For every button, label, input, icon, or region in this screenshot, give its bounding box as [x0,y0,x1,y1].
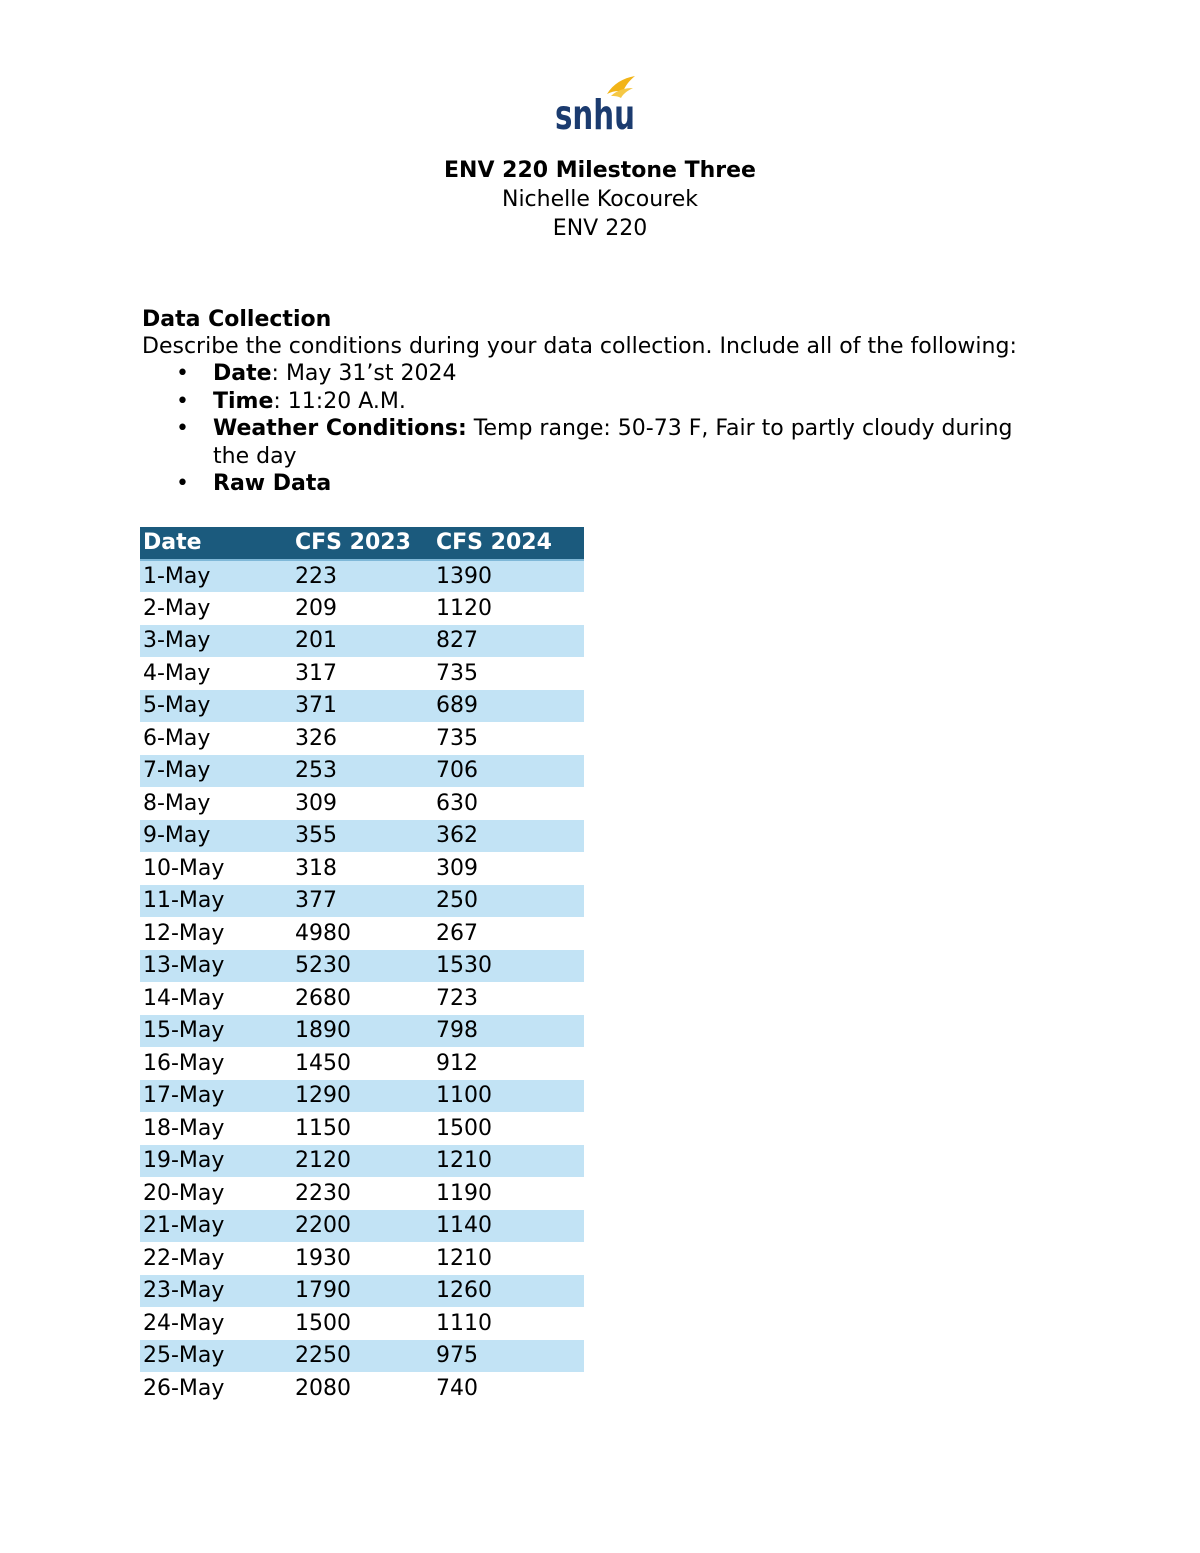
condition-label: Time [213,388,274,414]
table-cell: 362 [433,820,584,853]
table-cell: 201 [292,625,433,658]
condition-item [142,388,1042,416]
table-cell: 355 [292,820,433,853]
conditions-list [142,360,1042,498]
table-body [140,560,584,1405]
table-row [140,1275,584,1308]
table-row [140,1210,584,1243]
table-cell: 371 [292,690,433,723]
table-cell: 22-May [140,1242,292,1275]
table-row [140,1372,584,1405]
table-cell: 253 [292,755,433,788]
table-cell: 20-May [140,1177,292,1210]
table-cell: 1100 [433,1080,584,1113]
logo-wordmark: snhu [555,91,635,139]
table-cell: 1110 [433,1307,584,1340]
table-cell: 18-May [140,1112,292,1145]
table-cell: 13-May [140,950,292,983]
table-cell: 1-May [140,560,292,593]
condition-item [142,415,1042,470]
table-row [140,982,584,1015]
column-header: CFS 2024 [433,527,584,560]
table-cell: 317 [292,657,433,690]
table-row [140,787,584,820]
snhu-logo [553,72,643,139]
table-cell: 2680 [292,982,433,1015]
table-cell: 1260 [433,1275,584,1308]
table-cell: 19-May [140,1145,292,1178]
table-row [140,917,584,950]
table-cell: 7-May [140,755,292,788]
table-row [140,820,584,853]
table-row [140,625,584,658]
table-cell: 706 [433,755,584,788]
table-cell: 24-May [140,1307,292,1340]
table-cell: 723 [433,982,584,1015]
table-row [140,1112,584,1145]
course-name: ENV 220 [552,216,648,241]
table-cell: 2250 [292,1340,433,1373]
table-row [140,885,584,918]
section-heading: Data Collection [142,307,332,332]
table-cell: 11-May [140,885,292,918]
table-cell: 318 [292,852,433,885]
table-cell: 23-May [140,1275,292,1308]
table-cell: 827 [433,625,584,658]
table-cell: 309 [433,852,584,885]
table-cell: 1390 [433,560,584,593]
table-row [140,1340,584,1373]
bullet-icon: • [176,388,189,414]
table-row [140,852,584,885]
table-cell: 735 [433,657,584,690]
table-cell: 309 [292,787,433,820]
condition-item [142,470,1042,498]
table-cell: 1190 [433,1177,584,1210]
condition-label: Weather Conditions: [213,416,467,441]
table-row [140,1307,584,1340]
table-cell: 4980 [292,917,433,950]
table-row [140,722,584,755]
table-row [140,592,584,625]
table-cell: 9-May [140,820,292,853]
table-cell: 1210 [433,1145,584,1178]
condition-value: : 11:20 A.M. [273,388,406,414]
table-row [140,755,584,788]
table-cell: 326 [292,722,433,755]
table-cell: 17-May [140,1080,292,1113]
table-row [140,560,584,593]
table-cell: 21-May [140,1210,292,1243]
table-cell: 1150 [292,1112,433,1145]
bullet-icon: • [176,471,189,496]
author-name: Nichelle Kocourek [501,187,699,212]
table-cell: 1290 [292,1080,433,1113]
table-cell: 12-May [140,917,292,950]
table-cell: 1500 [292,1307,433,1340]
table-row [140,1145,584,1178]
table-cell: 689 [433,690,584,723]
snhu-logo-graphic [553,72,643,139]
table-cell: 2080 [292,1372,433,1405]
table-cell: 377 [292,885,433,918]
table-cell: 223 [292,560,433,593]
table-header-row [140,527,584,560]
table-cell: 250 [433,885,584,918]
table-cell: 14-May [140,982,292,1015]
condition-value: Temp range: 50-73 F, Fair to partly cloudy during the day [213,416,1013,469]
table-row [140,1015,584,1048]
table-row [140,1177,584,1210]
table-cell: 1500 [433,1112,584,1145]
condition-value: : May 31’st 2024 [271,361,457,386]
table-row [140,1242,584,1275]
table-cell: 912 [433,1047,584,1080]
table-cell: 2-May [140,592,292,625]
table-row [140,690,584,723]
table-row [140,657,584,690]
table-cell: 3-May [140,625,292,658]
table-cell: 5-May [140,690,292,723]
table-cell: 5230 [292,950,433,983]
table-cell: 2230 [292,1177,433,1210]
bullet-icon: • [176,416,189,441]
table-cell: 975 [433,1340,584,1373]
bullet-icon: • [176,361,189,386]
condition-label: Raw Data [213,471,332,496]
column-header: Date [140,527,292,560]
table-cell: 1210 [433,1242,584,1275]
table-cell: 8-May [140,787,292,820]
table-cell: 267 [433,917,584,950]
table-cell: 1530 [433,950,584,983]
table-cell: 2120 [292,1145,433,1178]
column-header: CFS 2023 [292,527,433,560]
table-cell: 1140 [433,1210,584,1243]
table-row [140,1080,584,1113]
document-title: ENV 220 Milestone Three [444,158,756,183]
condition-item [142,360,1042,388]
table-cell: 798 [433,1015,584,1048]
condition-label: Date [213,361,272,386]
table-row [140,1047,584,1080]
table-cell: 25-May [140,1340,292,1373]
table-cell: 1790 [292,1275,433,1308]
table-cell: 1120 [433,592,584,625]
section-intro: Describe the conditions during your data collection. Include all of the following: [142,334,1017,359]
table-cell: 2200 [292,1210,433,1243]
table-cell: 4-May [140,657,292,690]
raw-data-table [140,527,584,1405]
table-cell: 735 [433,722,584,755]
table-cell: 6-May [140,722,292,755]
table-cell: 26-May [140,1372,292,1405]
table-cell: 1890 [292,1015,433,1048]
table-cell: 1450 [292,1047,433,1080]
data-collection-section [142,306,1042,498]
table-cell: 740 [433,1372,584,1405]
table-row [140,950,584,983]
document-header [0,156,1200,243]
table-cell: 10-May [140,852,292,885]
table-cell: 209 [292,592,433,625]
table-cell: 630 [433,787,584,820]
table-cell: 1930 [292,1242,433,1275]
table-cell: 15-May [140,1015,292,1048]
table-cell: 16-May [140,1047,292,1080]
